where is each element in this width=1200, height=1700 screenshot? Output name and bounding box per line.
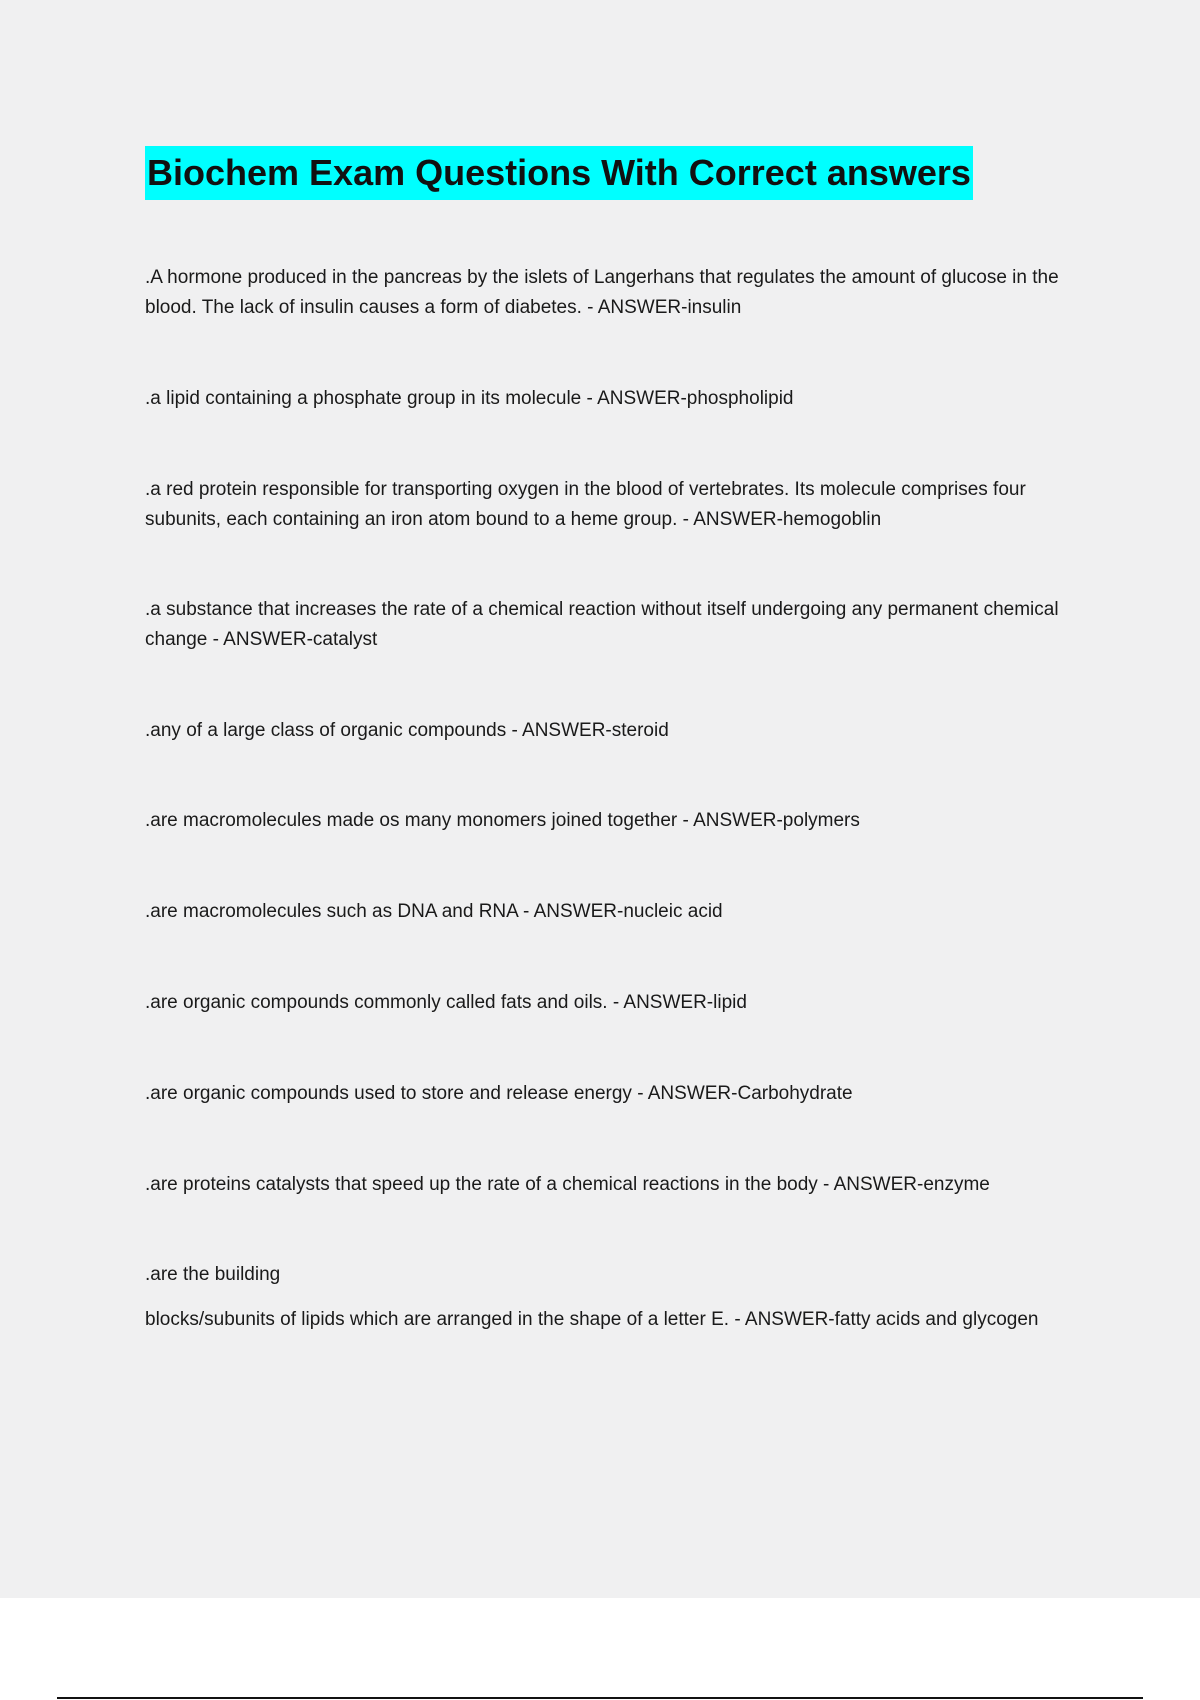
qa-item-last-line1: .are the building xyxy=(145,1264,281,1285)
qa-item: .are organic compounds used to store and release energy - ANSWER-Carbohydrate xyxy=(145,1083,853,1104)
title-container xyxy=(145,146,973,200)
qa-item: .a red protein responsible for transporting oxygen in the blood of vertebrates. Its molecule comprises four subunits, each containing an iron atom bound to a heme group. - ANSWER-hemogoblin xyxy=(145,479,1026,530)
qa-item: .a substance that increases the rate of a chemical reaction without itself undergoing any permanent chemical change - ANSWER-catalyst xyxy=(145,599,1059,650)
qa-item: .are organic compounds commonly called fats and oils. - ANSWER-lipid xyxy=(145,992,747,1013)
footer-divider xyxy=(57,1697,1143,1699)
qa-item: .are proteins catalysts that speed up the rate of a chemical reactions in the body - ANSWER-enzyme xyxy=(145,1174,990,1195)
qa-item: .any of a large class of organic compounds - ANSWER-steroid xyxy=(145,720,669,741)
qa-item: .A hormone produced in the pancreas by the islets of Langerhans that regulates the amount of glucose in the blood. The lack of insulin causes a form of diabetes. - ANSWER-insulin xyxy=(145,267,1059,318)
page-title: Biochem Exam Questions With Correct answers xyxy=(145,146,973,200)
qa-item: .are macromolecules such as DNA and RNA - ANSWER-nucleic acid xyxy=(145,901,723,922)
qa-item: .are macromolecules made os many monomers joined together - ANSWER-polymers xyxy=(145,810,860,831)
qa-item: .a lipid containing a phosphate group in its molecule - ANSWER-phospholipid xyxy=(145,388,794,409)
qa-item-last xyxy=(145,1260,1075,1335)
qa-item-last-line2: blocks/subunits of lipids which are arranged in the shape of a letter E. - ANSWER-fatty acids and glycogen xyxy=(145,1309,1039,1330)
